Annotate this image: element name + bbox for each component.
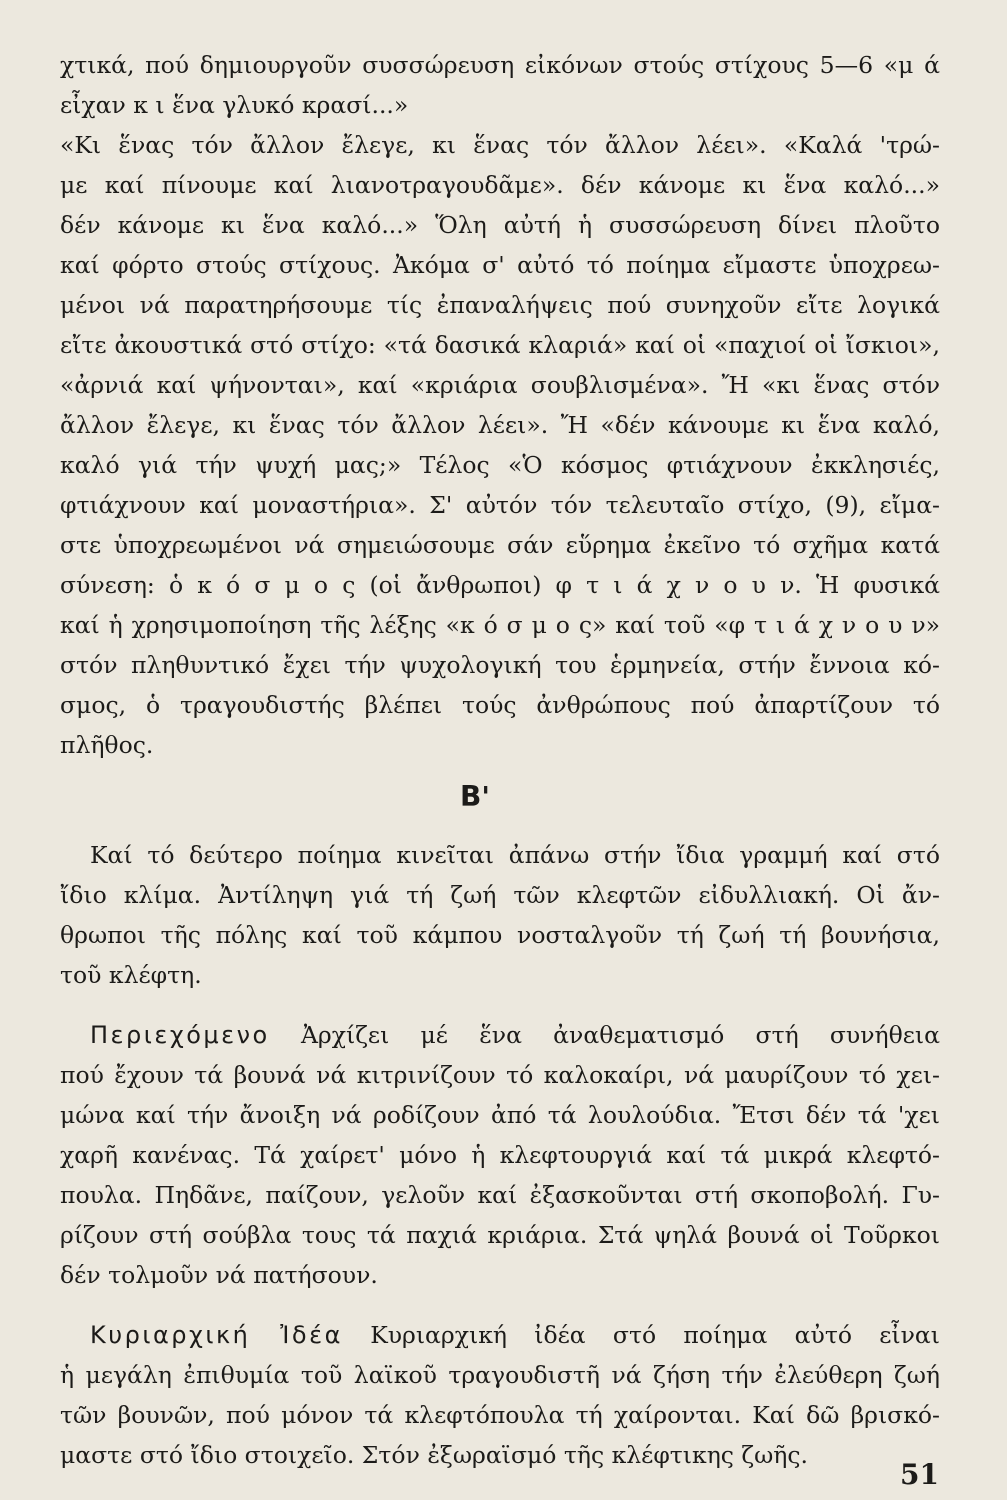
section-heading: Β' — [460, 780, 490, 813]
text-line: σύνεση: ὁ κ ό σ μ ο ς (οἱ ἄνθρωποι) φ τ ι ά χ ν ο υ ν. Ἡ φυσικά — [60, 571, 940, 599]
text-line: δέν κάνομε κι ἕνα καλό...» Ὅλη αὐτή ἡ συσσώρευση δίνει πλοῦτο — [60, 211, 940, 239]
text-line: εἶχαν κ ι ἕνα γλυκό κρασί...» — [60, 91, 409, 119]
text-line: στόν πληθυντικό ἔχει τήν ψυχολογική του ἑρμηνεία, στήν ἔννοια κό- — [60, 651, 940, 679]
text-line: ἡ μεγάλη ἐπιθυμία τοῦ λαϊκοῦ τραγουδιστῆ νά ζήση τήν ἐλεύθερη ζωή — [60, 1361, 940, 1389]
text-line: πού ἔχουν τά βουνά νά κιτρινίζουν τό καλοκαίρι, νά μαυρίζουν τό χει- — [60, 1061, 940, 1089]
contents-label: Περιεχόμενο — [90, 1021, 270, 1049]
text-line: τῶν βουνῶν, πού μόνον τά κλεφτόπουλα τή χαίρονται. Καί δῶ βρισκό- — [60, 1401, 940, 1429]
text-line: φτιάχνουν καί μοναστήρια». Σ' αὐτόν τόν τελευταῖο στίχο, (9), εἴμα- — [60, 491, 940, 519]
text-line: στε ὑποχρεωμένοι νά σημειώσουμε σάν εὕρημα ἐκεῖνο τό σχῆμα κατά — [60, 531, 940, 559]
main-idea-first-line — [90, 1318, 940, 1352]
text-line: μώνα καί τήν ἄνοιξη νά ροδίζουν ἀπό τά λουλούδια. Ἔτσι δέν τά 'χει — [60, 1101, 940, 1129]
text-line: «Κι ἕνας τόν ἄλλον ἔλεγε, κι ἕνας τόν ἄλλον λέει». «Καλά 'τρώ- — [60, 131, 940, 159]
text-line: χτικά, πού δημιουργοῦν συσσώρευση εἰκόνων στούς στίχους 5—6 «μ ά — [60, 51, 940, 79]
text-line: καλό γιά τήν ψυχή μας;» Τέλος «Ὁ κόσμος φτιάχνουν ἐκκλησιές, — [60, 451, 940, 479]
text-line: μένοι νά παρατηρήσουμε τίς ἐπαναλήψεις πού συνηχοῦν εἴτε λογικά — [60, 291, 940, 319]
text-line: ἴδιο κλίμα. Ἀντίληψη γιά τή ζωή τῶν κλεφτῶν εἰδυλλιακή. Οἱ ἄν- — [60, 881, 940, 909]
text-line: τοῦ κλέφτη. — [60, 961, 202, 989]
main-idea-first-text: Κυριαρχική ἰδέα στό ποίημα αὐτό εἶναι — [370, 1321, 940, 1349]
text-line: με καί πίνουμε καί λιανοτραγουδᾶμε». δέν κάνομε κι ἕνα καλό...» — [60, 171, 940, 199]
text-line: χαρῆ κανένας. Τά χαίρετ' μόνο ἡ κλεφτουργιά καί τά μικρά κλεφτό- — [60, 1141, 940, 1169]
main-idea-label: Κυριαρχική Ἰδέα — [90, 1321, 343, 1349]
text-line: καί φόρτο στούς στίχους. Ἀκόμα σ' αὐτό τό ποίημα εἴμαστε ὑποχρεω- — [60, 251, 940, 279]
text-line: Καί τό δεύτερο ποίημα κινεῖται ἀπάνω στήν ἴδια γραμμή καί στό — [90, 841, 940, 869]
text-line: ρίζουν στή σούβλα τους τά παχιά κριάρια. Στά ψηλά βουνά οἱ Τοῦρκοι — [60, 1221, 940, 1249]
text-line: δέν τολμοῦν νά πατήσουν. — [60, 1261, 378, 1289]
text-line: εἴτε ἀκουστικά στό στίχο: «τά δασικά κλαριά» καί οἱ «παχιοί οἱ ἴσκιοι», — [60, 331, 940, 359]
text-line: πλῆθος. — [60, 731, 154, 759]
page-number: 51 — [900, 1458, 939, 1491]
text-line: σμος, ὁ τραγουδιστής βλέπει τούς ἀνθρώπους πού ἀπαρτίζουν τό — [60, 691, 940, 719]
text-line: καί ἡ χρησιμοποίηση τῆς λέξης «κ ό σ μ ο ς» καί τοῦ «φ τ ι ά χ ν ο υ ν» — [60, 611, 940, 639]
contents-first-text: Ἀρχίζει μέ ἕνα ἀναθεματισμό στή συνήθεια — [300, 1021, 940, 1049]
text-line: ἄλλον ἔλεγε, κι ἕνας τόν ἄλλον λέει». Ἤ «δέν κάνουμε κι ἕνα καλό, — [60, 411, 940, 439]
text-line: μαστε στό ἴδιο στοιχεῖο. Στόν ἐξωραϊσμό τῆς κλέφτικης ζωῆς. — [60, 1441, 809, 1469]
contents-first-line — [90, 1018, 940, 1052]
text-line: πουλα. Πηδᾶνε, παίζουν, γελοῦν καί ἐξασκοῦνται στή σκοποβολή. Γυ- — [60, 1181, 940, 1209]
text-line: θρωποι τῆς πόλης καί τοῦ κάμπου νοσταλγοῦν τή ζωή τή βουνήσια, — [60, 921, 940, 949]
text-line: «ἀρνιά καί ψήνονται», καί «κριάρια σουβλισμένα». Ἤ «κι ἕνας στόν — [60, 371, 940, 399]
